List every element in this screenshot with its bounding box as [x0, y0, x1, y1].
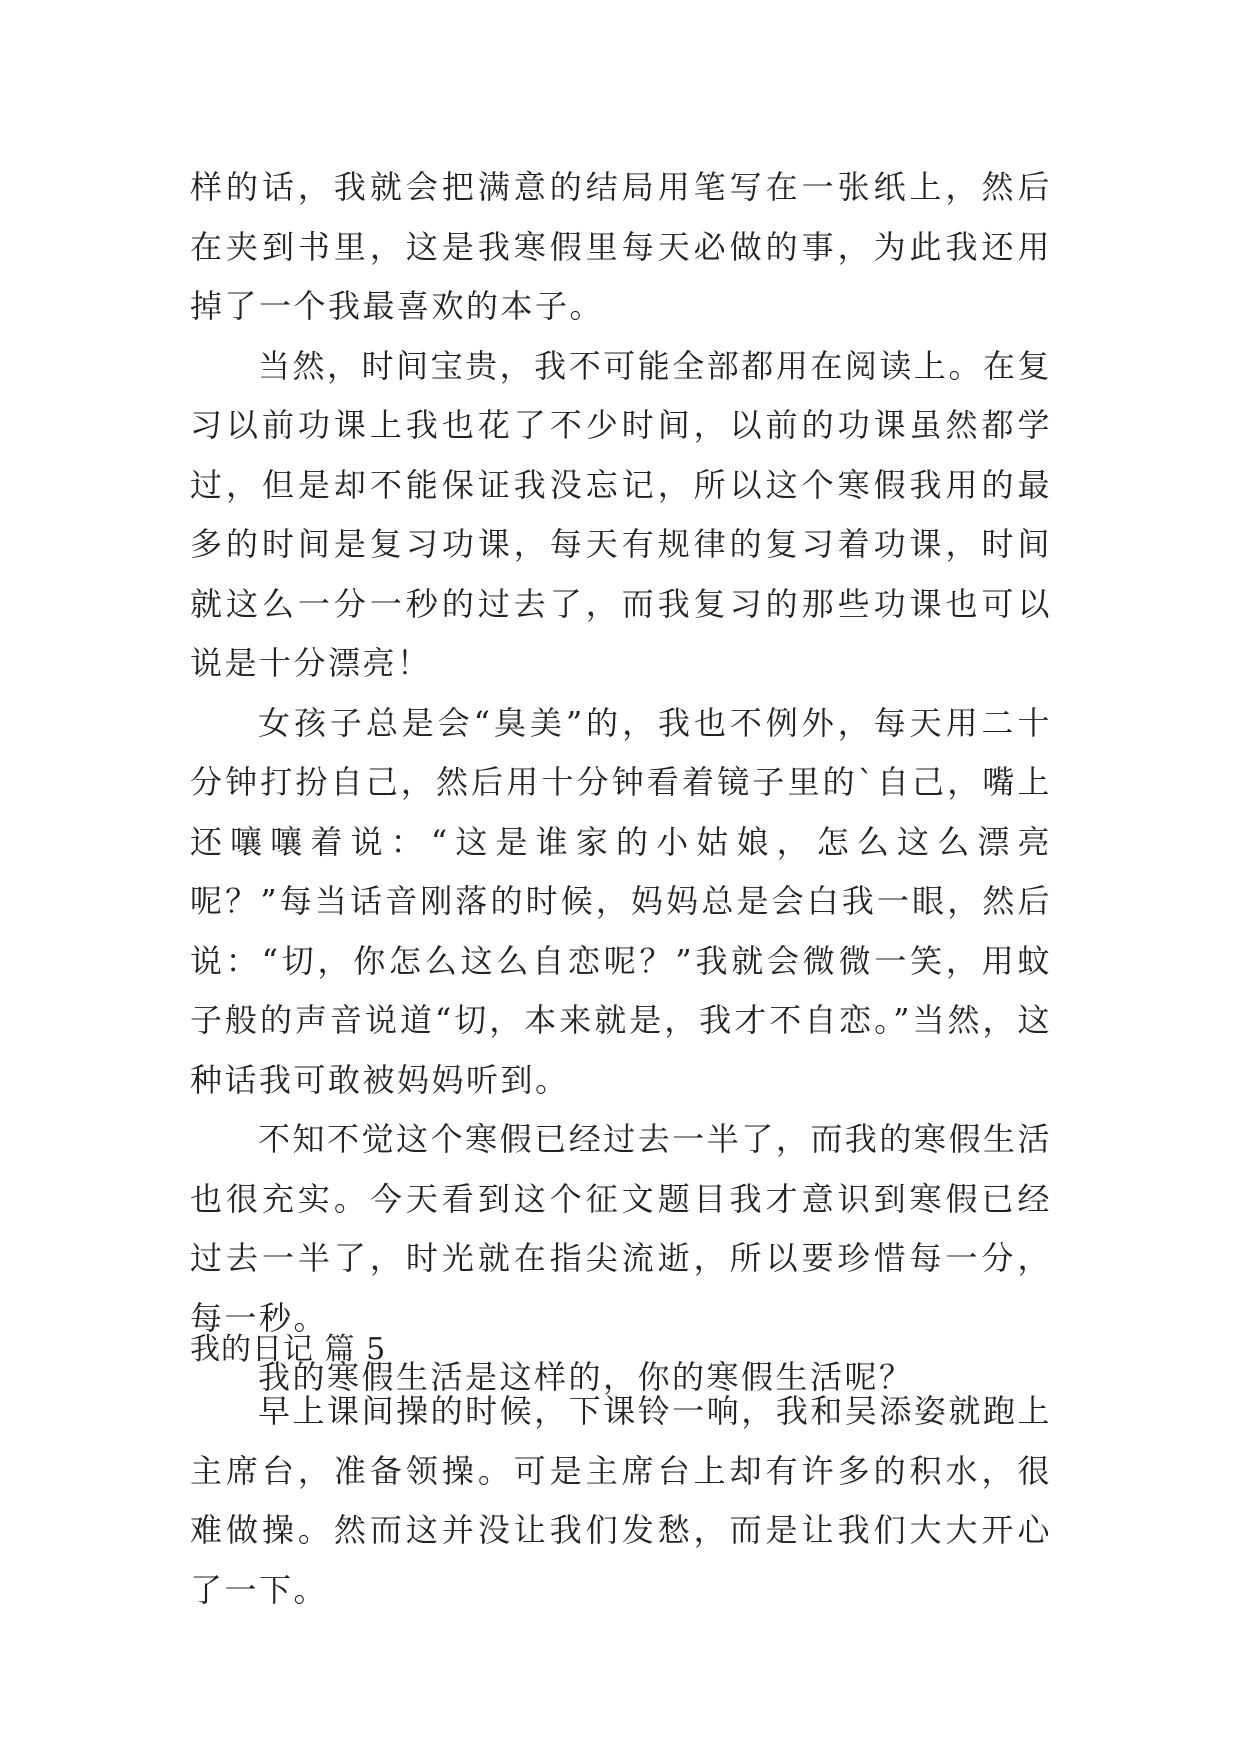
essay-body [190, 158, 1052, 1408]
paragraph-morning-exercise: 早上课间操的时候，下课铃一响，我和吴添姿就跑上主席台，准备领操。可是主席台上却有许多的积水，很难做操。然而这并没让我们发愁，而是让我们大大开心了一下。 [190, 1392, 1052, 1609]
paragraph-review-homework: 当然，时间宝贵，我不可能全部都用在阅读上。在复习以前功课上我也花了不少时间，以前的功课虽然都学过，但是却不能保证我没忘记，所以这个寒假我用的最多的时间是复习功课，每天有规律的复习着功课，时间就这么一分一秒的过去了，而我复习的那些功课也可以说是十分漂亮！ [190, 346, 1052, 682]
paragraph-continuation: 样的话，我就会把满意的结局用笔写在一张纸上，然后在夹到书里，这是我寒假里每天必做的事，为此我还用掉了一个我最喜欢的本子。 [190, 168, 1052, 325]
paragraph-half-vacation: 不知不觉这个寒假已经过去一半了，而我的寒假生活也很充实。今天看到这个征文题目我才意识到寒假已经过去一半了，时光就在指尖流逝，所以要珍惜每一分，每一秒。 [190, 1120, 1052, 1337]
paragraph-mirror: 女孩子总是会“臭美”的，我也不例外，每天用二十分钟打扮自己，然后用十分钟看着镜子里的`自己，嘴上还嚷嚷着说：“这是谁家的小姑娘，怎么这么漂亮呢？”每当话音刚落的时候，妈妈总是会白我一眼，然后说：“切，你怎么这么自恋呢？”我就会微微一笑，用蚊子般的声音说道“切，本来就是，我才不自恋。”当然，这种话我可敢被妈妈听到。 [190, 703, 1052, 1099]
section-title: 我的日记 篇 5 [190, 1332, 387, 1367]
paragraph-closing-question: 我的寒假生活是这样的，你的寒假生活呢？ [258, 1358, 914, 1396]
diary-body [190, 1382, 1052, 1620]
